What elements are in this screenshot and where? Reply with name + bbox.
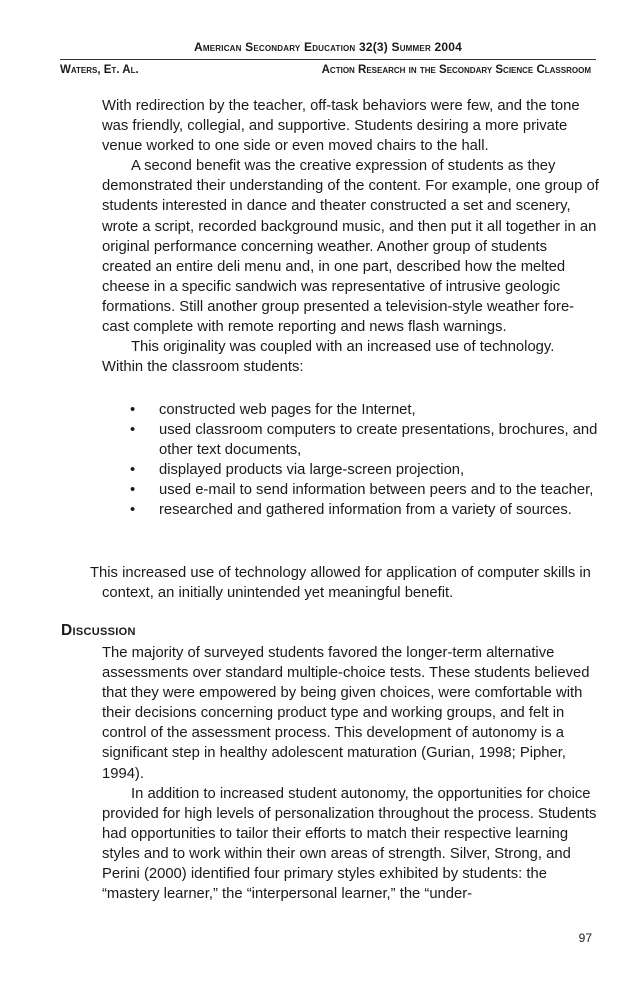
- list-item-text: researched and gathered information from a variety of sources.: [159, 502, 572, 519]
- body-block-3: [102, 643, 599, 904]
- bullet-icon: •: [130, 462, 136, 479]
- bullet-icon: •: [130, 422, 136, 439]
- bullet-icon: •: [130, 482, 136, 499]
- paragraph: With redirection by the teacher, off-task behaviors were few, and the tone was friendly, collegial, and supportive. Students desiring a more private venue worked to one side or even moved chairs to the hall.: [102, 98, 580, 155]
- body-block-1: [102, 96, 599, 377]
- list-item: [102, 480, 599, 500]
- list-item-text: constructed web pages for the Internet,: [159, 402, 416, 418]
- paragraph: This increased use of technology allowed for application of computer skills in context, an initially unintended yet meaningful benefit.: [90, 565, 591, 602]
- paragraph: In addition to increased student autonomy, the opportunities for choice provided for high levels of personalization throughout the process. Students had opportunities to tailor their efforts to match their respective learning styles and to work within their own areas of strength. Silver, Strong, and Perini (2000) identified four primary styles exhibited by students: the “mastery learner,” the “interpersonal learner,” the “under-: [102, 785, 597, 903]
- list-item-text: used e-mail to send information between peers and to the teacher,: [159, 482, 594, 499]
- list-item: [102, 420, 599, 460]
- bullet-icon: •: [130, 402, 136, 418]
- article-title: Action Research in the Secondary Science Classroom: [321, 64, 591, 76]
- bullet-list: [102, 400, 599, 521]
- paragraph: A second benefit was the creative expression of students as they demonstrated their understanding of the content. For example, one group of students interested in dance and theater constructed a set and scenery, wrote a script, recorded background music, and then put it all together in an original performance concerning weather. Another group of students created an entire deli menu and, in one part, described how the melted cheese in a specific sandwich was representative of intrusive geologic formations. Still another group presented a television-style weather fore-cast complete with remote reporting and news flash warnings.: [102, 158, 599, 336]
- list-item-text: used classroom computers to create presentations, brochures, and other text documents,: [159, 422, 598, 459]
- body-block-2: [90, 563, 600, 603]
- paragraph: The majority of surveyed students favored the longer-term alternative assessments over standard multiple-choice tests. These students believed that they were empowered by being given choices, were comfortable with their decisions concerning product type and working groups, and felt in control of the assessment process. This development of autonomy is a significant step in healthy adolescent maturation (Gurian, 1998; Pipher, 1994).: [102, 645, 590, 782]
- page-number: 97: [578, 931, 592, 945]
- list-item-text: displayed products via large-screen projection,: [159, 462, 465, 479]
- running-head: American Secondary Education 32(3) Summer 2004: [194, 40, 462, 54]
- list-item: [102, 460, 599, 480]
- header-rule: [60, 59, 596, 60]
- paragraph: This originality was coupled with an increased use of technology. Within the classroom students:: [102, 339, 555, 376]
- authors: Waters, Et. Al.: [60, 64, 139, 76]
- list-item: [102, 500, 599, 520]
- section-heading: Discussion: [61, 622, 136, 639]
- list-item: [102, 400, 599, 420]
- bullet-icon: •: [130, 502, 136, 519]
